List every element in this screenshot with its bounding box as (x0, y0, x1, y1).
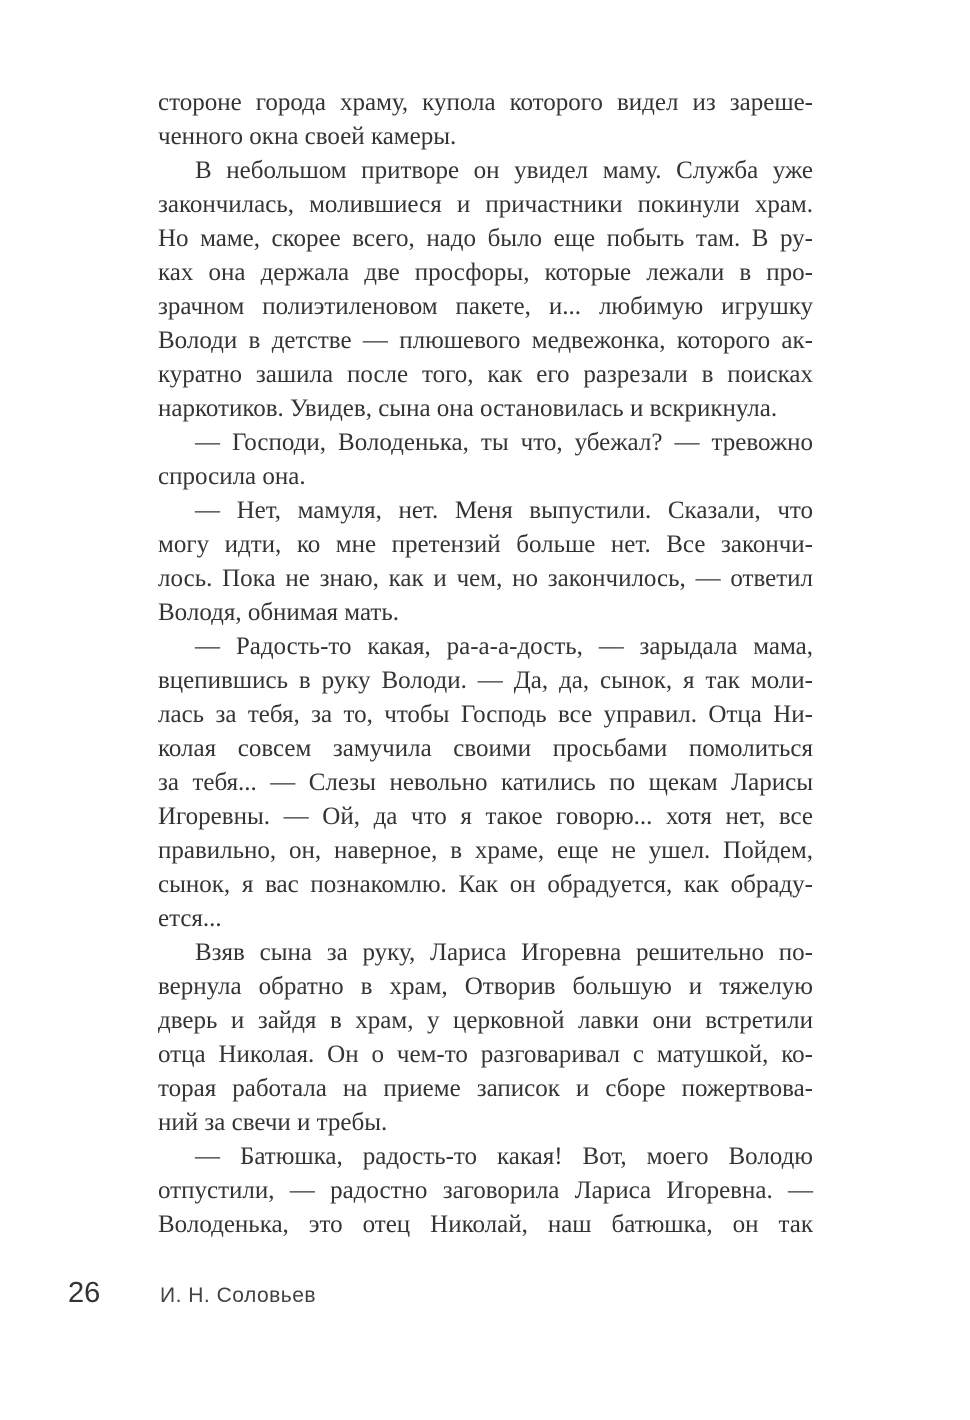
text-line: Володя, обнимая мать. (158, 599, 399, 626)
text-line: вернула обратно в храм, Отворив большую и тяжелую (158, 973, 813, 1000)
text-line: правильно, он, наверное, в храме, еще не ушел. Пойдем, (158, 837, 813, 864)
page-footer (0, 1277, 970, 1317)
text-line: торая работала на приеме записок и сборе пожертвова- (158, 1075, 813, 1102)
text-line: ченного окна своей камеры. (158, 123, 457, 150)
text-line: Но маме, скорее всего, надо было еще побыть там. В ру- (158, 225, 813, 252)
text-line: — Господи, Володенька, ты что, убежал? — тревожно (195, 429, 813, 456)
text-line: ется... (158, 905, 222, 932)
text-line: сынок, я вас познакомлю. Как он обрадуется, как обраду- (158, 871, 813, 898)
text-line: Взяв сына за руку, Лариса Игоревна решительно по- (195, 939, 813, 966)
text-line: куратно зашила после того, как его разрезали в поисках (158, 361, 813, 388)
text-line: — Нет, мамуля, нет. Меня выпустили. Сказали, что (195, 497, 813, 524)
text-line: Игоревны. — Ой, да что я такое говорю... хотя нет, все (158, 803, 813, 830)
body-text (158, 86, 813, 1242)
text-line: закончилась, молившиеся и причастники покинули храм. (158, 191, 813, 218)
text-line: лась за тебя, за то, чтобы Господь все управил. Отца Ни- (158, 701, 813, 728)
text-line: — Батюшка, радость-то какая! Вот, моего Володю (195, 1143, 813, 1170)
page-number: 26 (68, 1277, 101, 1309)
text-line: зрачном полиэтиленовом пакете, и... любимую игрушку (158, 293, 813, 320)
text-line: наркотиков. Увидев, сына она остановилась и вскрикнула. (158, 395, 778, 422)
text-line: дверь и зайдя в храм, у церковной лавки они встретили (158, 1007, 813, 1034)
text-line: стороне города храму, купола которого видел из зареше- (158, 89, 813, 116)
text-line: ках она держала две просфоры, которые лежали в про- (158, 259, 813, 286)
text-line: В небольшом притворе он увидел маму. Служба уже (195, 157, 813, 184)
text-line: отпустили, — радостно заговорила Лариса Игоревна. — (158, 1177, 813, 1204)
text-line: за тебя... — Слезы невольно катились по щекам Ларисы (158, 769, 813, 796)
text-line: отца Николая. Он о чем-то разговаривал с матушкой, ко- (158, 1041, 813, 1068)
text-line: Володенька, это отец Николай, наш батюшка, он так (158, 1211, 813, 1238)
footer-author: И. Н. Соловьев (160, 1284, 317, 1307)
text-line: Володи в детстве — плюшевого медвежонка, которого ак- (158, 327, 813, 354)
text-line: спросила она. (158, 463, 306, 490)
text-line: колая совсем замучила своими просьбами помолиться (158, 735, 813, 762)
text-line: лось. Пока не знаю, как и чем, но закончилось, — ответил (158, 565, 813, 592)
text-line: — Радость-то какая, ра-а-а-дость, — зарыдала мама, (195, 633, 813, 660)
text-line: вцепившись в руку Володи. — Да, да, сынок, я так моли- (158, 667, 813, 694)
text-line: могу идти, ко мне претензий больше нет. Все закончи- (158, 531, 813, 558)
text-line: ний за свечи и требы. (158, 1109, 388, 1136)
